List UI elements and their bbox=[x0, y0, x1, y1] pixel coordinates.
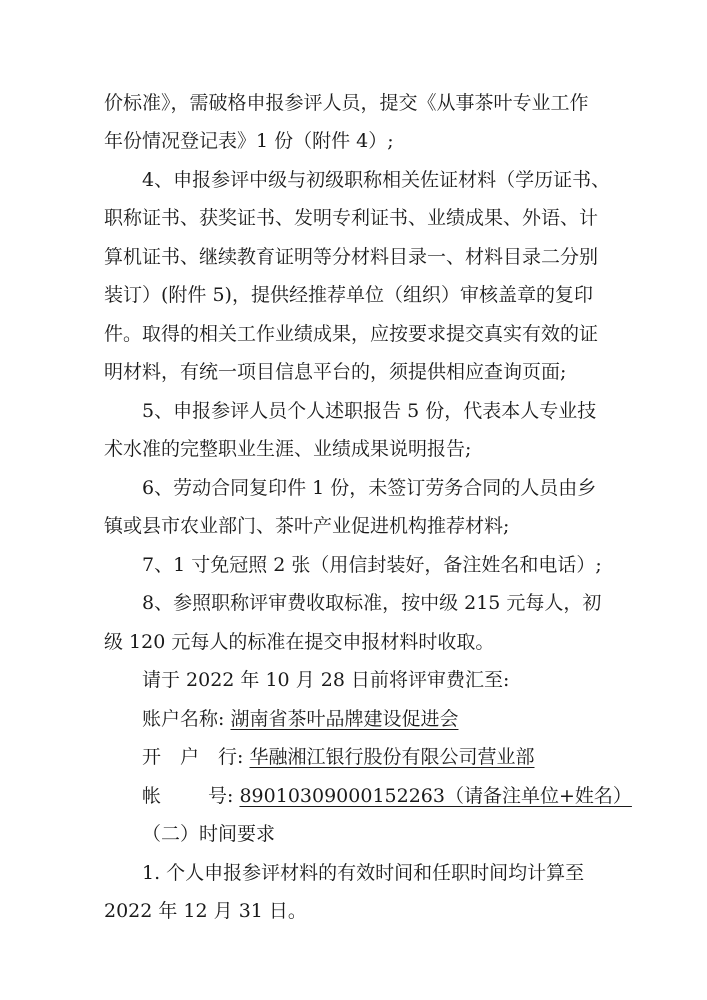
fee-intro: 请于 2022 年 10 月 28 日前将评审费汇至: bbox=[142, 669, 510, 691]
bank-label-char: 开 bbox=[142, 746, 162, 768]
paragraph-line: 7、1 寸免冠照 2 张（用信封装好，备注姓名和电话）; bbox=[142, 554, 602, 576]
paragraph-line: 术水准的完整职业生涯、业绩成果说明报告; bbox=[104, 438, 472, 460]
account-number-label-char: 帐 bbox=[142, 785, 162, 807]
account-number-value: 89010309000152263（请备注单位+姓名） bbox=[239, 785, 632, 807]
paragraph-line: 年份情况登记表》1 份（附件 4）; bbox=[104, 130, 394, 152]
account-name-label: 账户名称: bbox=[142, 708, 225, 730]
account-number-label-char: 号: bbox=[208, 785, 234, 807]
bank-value: 华融湘江银行股份有限公司营业部 bbox=[249, 746, 535, 768]
paragraph-line: 级 120 元每人的标准在提交申报材料时收取。 bbox=[104, 631, 495, 653]
section-heading: （二）时间要求 bbox=[142, 823, 276, 845]
paragraph-line: 8、参照职称评审费收取标准，按中级 215 元每人，初 bbox=[142, 592, 602, 614]
paragraph-line: 件。取得的相关工作业绩成果，应按要求提交真实有效的证 bbox=[104, 323, 599, 345]
account-number-row bbox=[142, 783, 632, 809]
bank-row bbox=[142, 744, 535, 770]
paragraph-line: 6、劳动合同复印件 1 份，未签订劳务合同的人员由乡 bbox=[142, 477, 597, 499]
paragraph-line: 价标准》，需破格申报参评人员，提交《从事茶叶专业工作 bbox=[104, 92, 589, 114]
paragraph-line: 装订）(附件 5)，提供经推荐单位（组织）审核盖章的复印 bbox=[104, 284, 593, 306]
paragraph-line: 明材料，有统一项目信息平台的，须提供相应查询页面; bbox=[104, 361, 567, 383]
bank-label-char: 行: bbox=[218, 746, 244, 768]
paragraph-line: 2022 年 12 月 31 日。 bbox=[104, 900, 307, 922]
paragraph-line: 镇或县市农业部门、茶叶产业促进机构推荐材料; bbox=[104, 515, 510, 537]
paragraph-line: 5、申报参评人员个人述职报告 5 份，代表本人专业技 bbox=[142, 400, 597, 422]
account-name-value: 湖南省茶叶品牌建设促进会 bbox=[230, 708, 459, 730]
paragraph-line: 1. 个人申报参评材料的有效时间和任职时间均计算至 bbox=[142, 862, 585, 884]
paragraph-line: 算机证书、继续教育证明等分材料目录一、材料目录二分别 bbox=[104, 246, 599, 268]
paragraph-line: 职称证书、获奖证书、发明专利证书、业绩成果、外语、计 bbox=[104, 207, 599, 229]
bank-label-char: 户 bbox=[180, 746, 200, 768]
paragraph-line: 4、申报参评中级与初级职称相关佐证材料（学历证书、 bbox=[142, 169, 611, 191]
account-name-row bbox=[142, 706, 458, 732]
